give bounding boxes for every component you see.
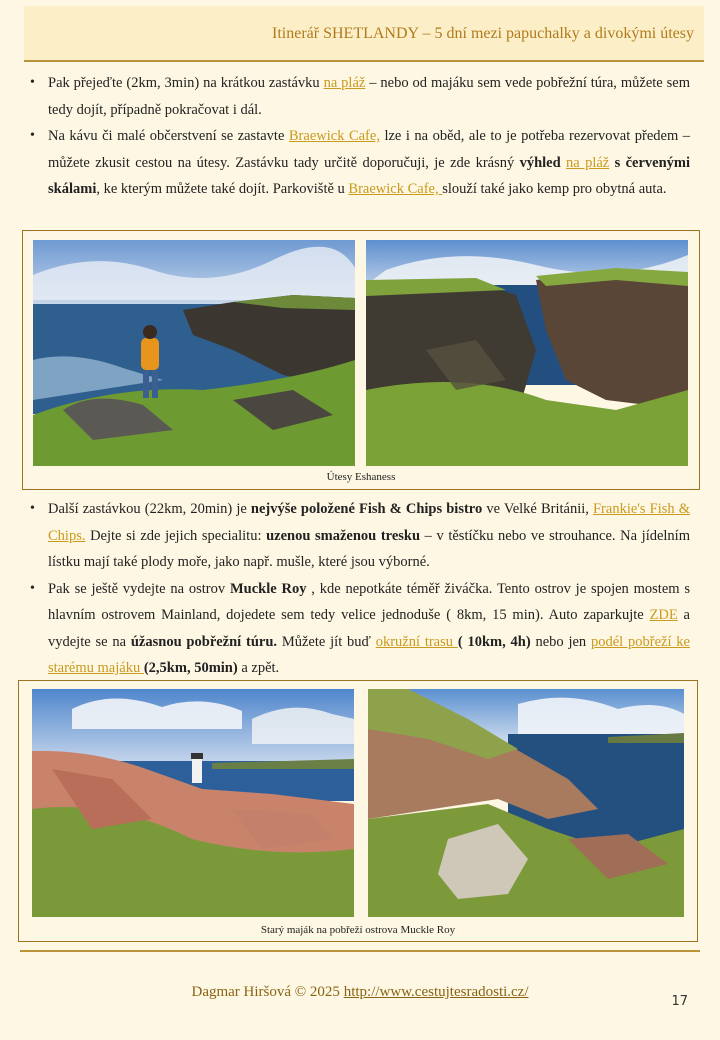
section-1 (30, 70, 690, 203)
text: Pak přejeďte (2km, 3min) na krátkou zastávku (48, 75, 324, 91)
bold-text: nejvýše položené Fish & Chips bistro (250, 501, 483, 517)
list-item (30, 123, 690, 203)
beach-link[interactable]: na pláž (323, 75, 366, 91)
photo-caption: Starý maják na pobřeží ostrova Muckle Roy (260, 924, 456, 936)
circular-route-link[interactable]: okružní trasu (375, 633, 458, 650)
photo-gallery-1 (22, 230, 700, 490)
text: a vydejte se na (48, 607, 690, 650)
bullet-list-1 (30, 70, 690, 203)
braewick-cafe-link-2[interactable]: Braewick Cafe, (348, 181, 443, 197)
braewick-cafe-link[interactable]: Braewick Cafe, (288, 128, 380, 144)
text: Dejte si zde jejich specialitu: (85, 527, 267, 544)
text: Další zastávkou (22km, 20min) je (48, 501, 251, 517)
beach-link-2[interactable]: na pláž (566, 154, 610, 171)
photo-lighthouse (32, 689, 354, 917)
photo-eshaness-woman (33, 240, 355, 466)
list-item (30, 70, 690, 123)
bold-text: (2,5km, 50min) (143, 660, 238, 676)
bold-text: ( 10km, 4h) (457, 633, 531, 650)
text: – nebo od majáku sem vede pobřežní túra, můžete sem tedy dojít, případně pokračovat i dál. (48, 75, 690, 118)
text: nebo jen (530, 633, 591, 650)
photo-eshaness-cliffs (366, 240, 688, 466)
bold-text: úžasnou pobřežní túru. (130, 633, 278, 650)
list-item (30, 576, 690, 682)
list-item (30, 496, 690, 576)
text: – v těstíčku nebo ve strouhance. Na jídelním lístku mají také plody moře, jako např. mušle, které jsou výborné. (48, 527, 690, 570)
text: Pak se ještě vydejte na ostrov (48, 580, 230, 597)
photo-muckle-roy-coast (368, 689, 684, 917)
footer-divider (20, 950, 700, 952)
text: , kde nepotkáte téměř živáčka. Tento ostrov je spojen mostem s hlavním ostrovem Mainland, dojedete sem tedy velice jednoduše ( 8km, 15 min). Auto zaparkujte (48, 580, 691, 623)
parking-link[interactable]: ZDE (649, 607, 678, 623)
header-title: Itinerář SHETLANDY – 5 dní mezi papuchalky a divokými útesy (272, 25, 694, 42)
photo-caption: Útesy Eshaness (326, 471, 396, 483)
text: ve Velké Británii, (482, 501, 593, 517)
text: slouží také jako kemp pro obytná auta. (442, 181, 667, 197)
page-number: 17 (671, 994, 688, 1009)
text: , ke kterým můžete také dojít. Parkoviště u (96, 181, 349, 197)
text: a zpět. (237, 660, 280, 676)
bold-text: s červenými skálami (48, 154, 690, 197)
frankies-link[interactable]: Frankie's Fish & Chips. (48, 501, 690, 544)
website-link[interactable]: http://www.cestujtesradosti.cz/ (343, 984, 529, 1000)
text: lze i na oběd, ale to je potřeba rezervovat předem – můžete zkusit cestou na útesy. Zastávku tady určitě doporučuji, je zde krásný (48, 128, 690, 171)
photo-gallery-2 (18, 680, 698, 942)
bold-text: výhled (519, 154, 561, 171)
page-footer (0, 984, 720, 1001)
page-header (24, 6, 704, 62)
bold-text: Muckle Roy (229, 580, 307, 597)
text: Na kávu či malé občerstvení se zastavte (48, 128, 289, 144)
bold-text: uzenou smaženou tresku (266, 527, 421, 544)
text: Můžete jít buď (277, 633, 376, 650)
lighthouse-route-link[interactable]: podél pobřeží ke starému majáku (48, 633, 690, 676)
bullet-list-2 (30, 496, 690, 682)
section-2 (30, 496, 690, 682)
footer-author: Dagmar Hiršová © 2025 (191, 984, 344, 1000)
